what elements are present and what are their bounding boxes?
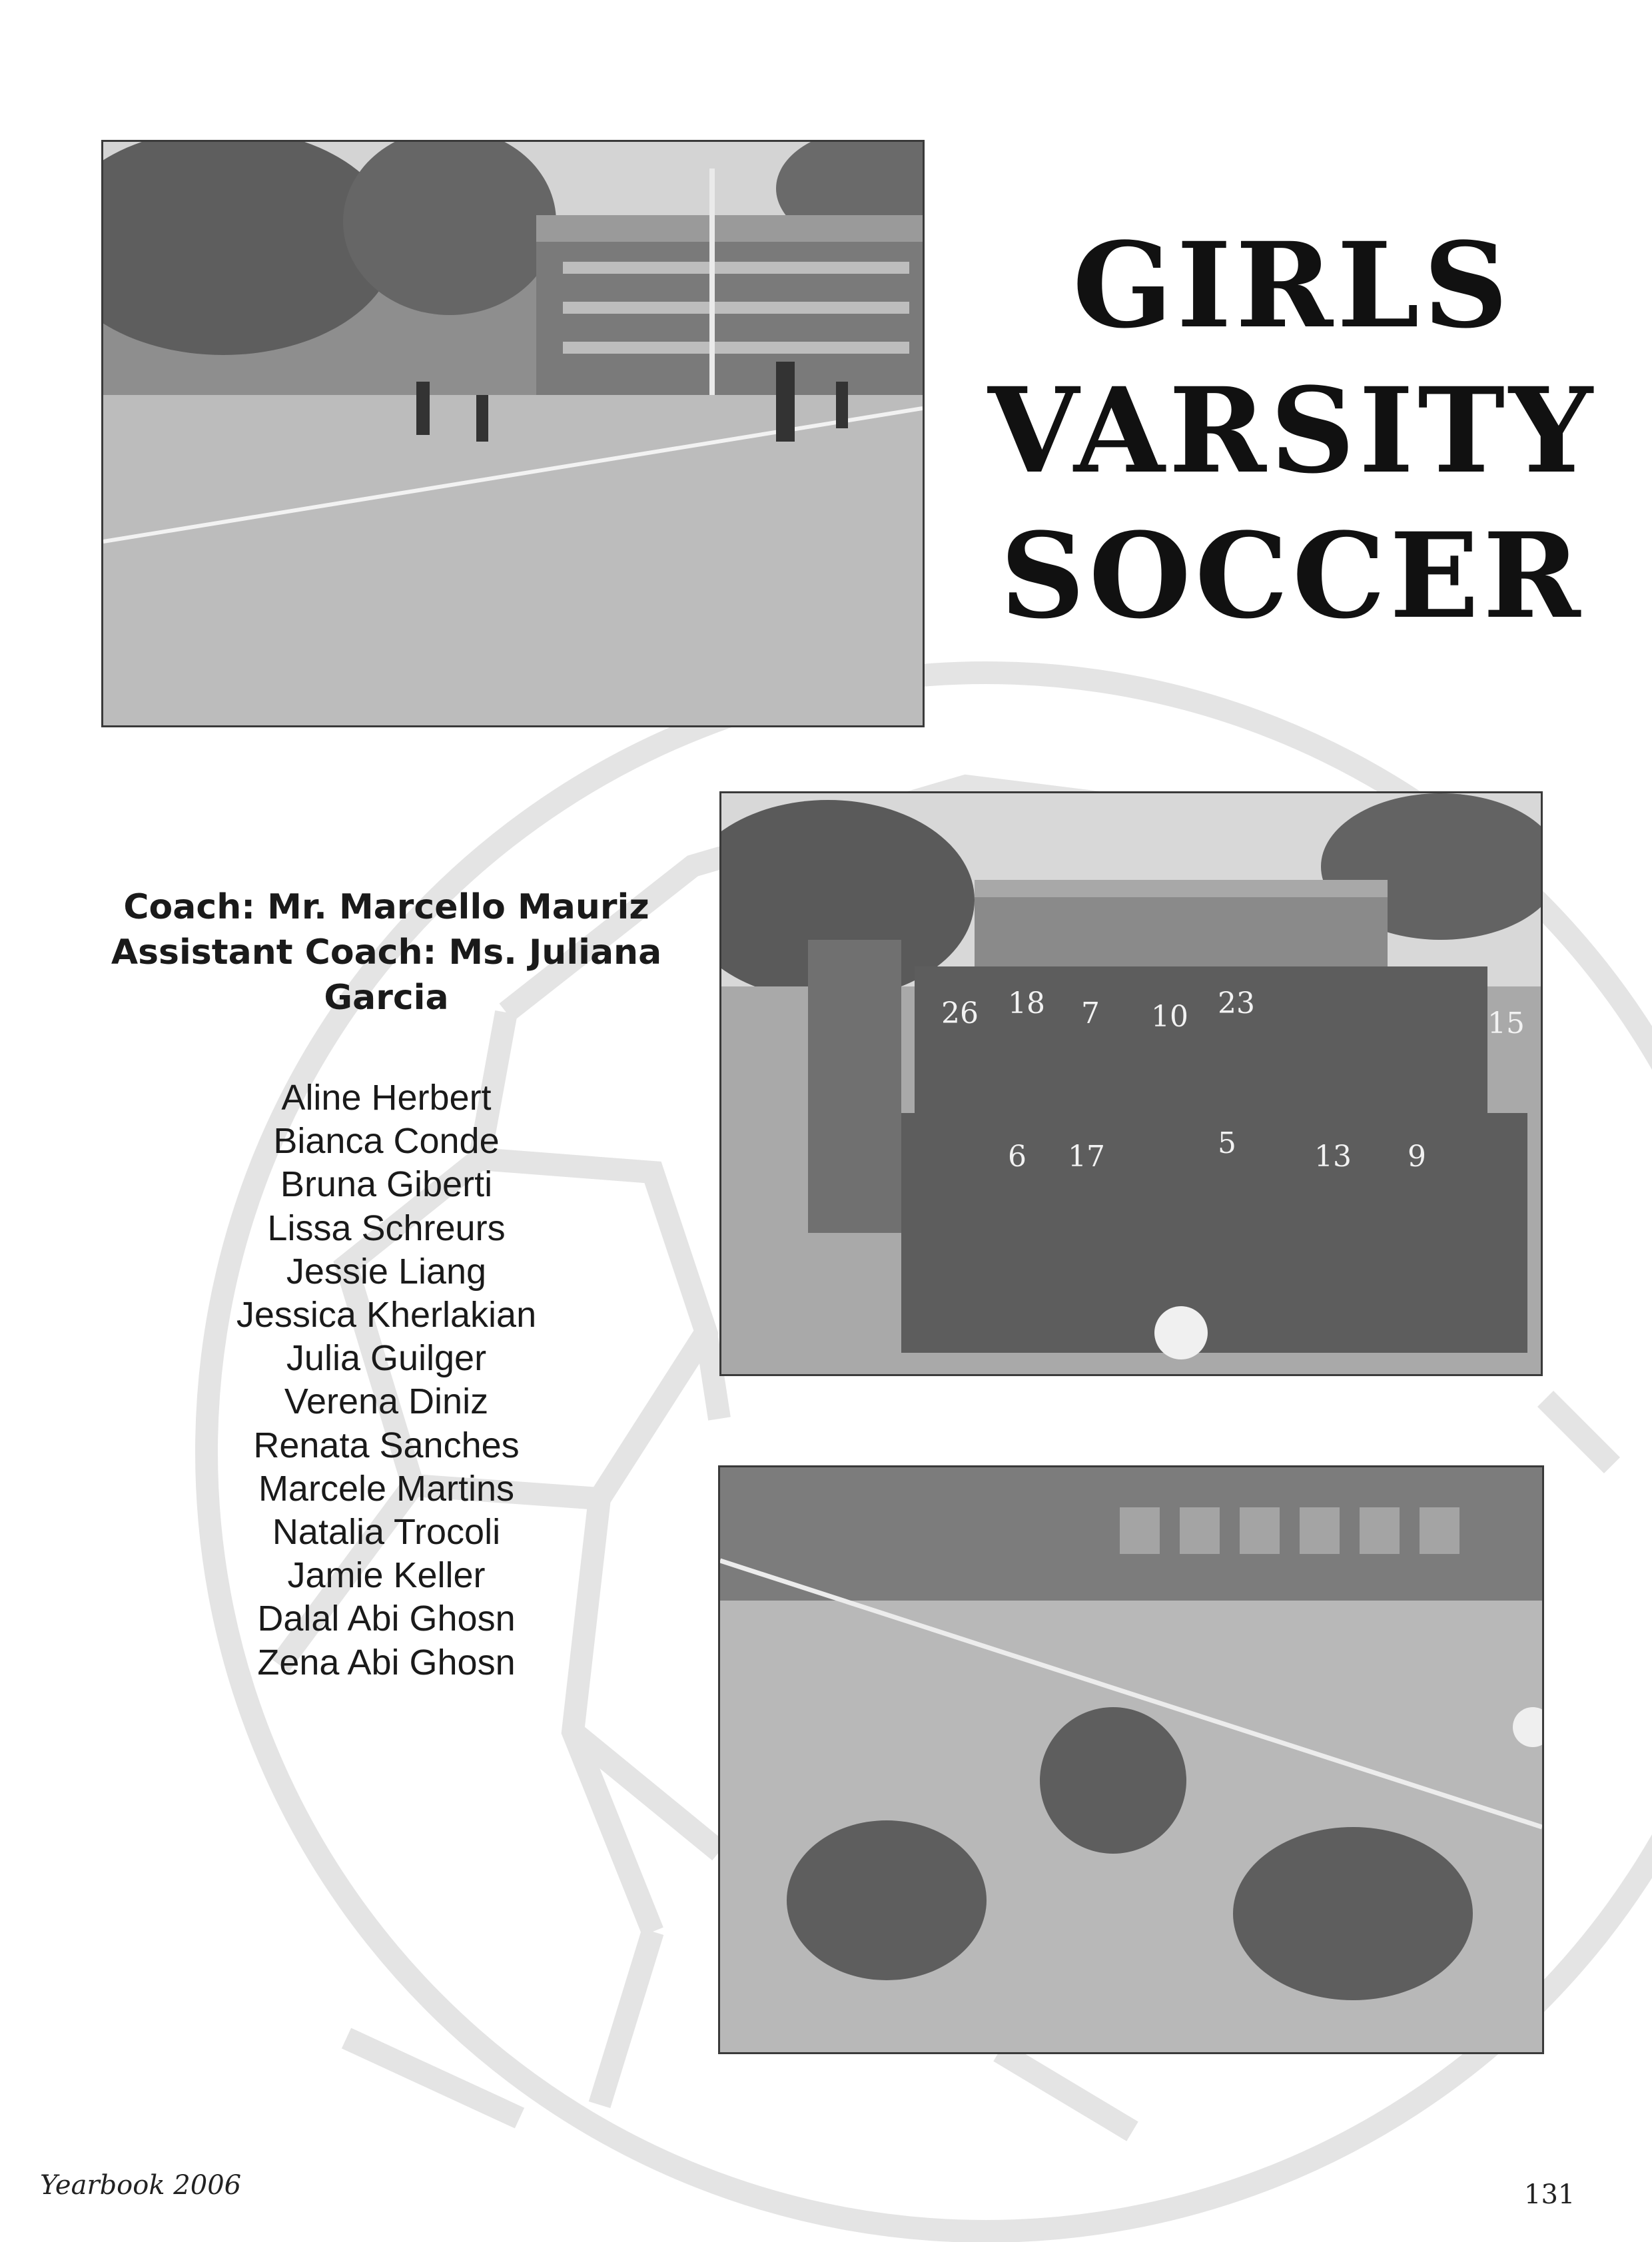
roster-name: Jessica Kherlakian xyxy=(236,1295,537,1335)
roster-name: Zena Abi Ghosn xyxy=(257,1642,516,1682)
jersey-number: 5 xyxy=(1218,1126,1236,1160)
team-roster xyxy=(200,1076,573,1684)
roster-name: Jessie Liang xyxy=(286,1251,487,1292)
roster-name: Bruna Giberti xyxy=(280,1164,493,1205)
jersey-number: 6 xyxy=(1008,1140,1027,1174)
jersey-number: 7 xyxy=(1081,996,1100,1030)
roster-name: Bianca Conde xyxy=(273,1121,500,1162)
roster-name: Lissa Schreurs xyxy=(267,1208,506,1248)
jersey-number: 17 xyxy=(1068,1140,1105,1174)
team-photo xyxy=(719,791,1543,1376)
roster-name: Verena Diniz xyxy=(284,1381,489,1422)
roster-name: Aline Herbert xyxy=(281,1078,492,1118)
coach-name: Coach: Mr. Marcello Mauriz xyxy=(123,887,649,927)
jersey-number: 18 xyxy=(1008,986,1045,1020)
match-action-photo xyxy=(101,140,925,727)
jersey-number: 13 xyxy=(1314,1140,1352,1174)
assistant-coach-name: Assistant Coach: Ms. Juliana xyxy=(111,933,662,972)
roster-name: Jamie Keller xyxy=(287,1555,486,1596)
roster-name: Dalal Abi Ghosn xyxy=(257,1599,516,1639)
roster-name: Natalia Trocoli xyxy=(272,1512,501,1553)
jersey-number: 10 xyxy=(1151,1000,1188,1034)
title-line-girls: GIRLS xyxy=(1072,216,1512,354)
roster-name: Julia Guilger xyxy=(286,1338,487,1379)
roster-name: Marcele Martins xyxy=(258,1468,515,1509)
jersey-number: 26 xyxy=(941,996,979,1030)
jersey-number: 15 xyxy=(1487,1006,1525,1040)
title-line-varsity: VARSITY xyxy=(988,362,1597,500)
page-number: 131 xyxy=(1524,2179,1575,2210)
jersey-number: 9 xyxy=(1408,1140,1426,1174)
stretching-photo xyxy=(718,1465,1544,2054)
page-title xyxy=(946,213,1639,649)
assistant-coach-name-cont: Garcia xyxy=(324,978,449,1018)
coaches-block xyxy=(93,885,679,1020)
yearbook-footer: Yearbook 2006 xyxy=(40,2170,242,2201)
jersey-number: 23 xyxy=(1218,986,1255,1020)
roster-name: Renata Sanches xyxy=(253,1425,520,1465)
title-line-soccer: SOCCER xyxy=(1000,507,1585,645)
